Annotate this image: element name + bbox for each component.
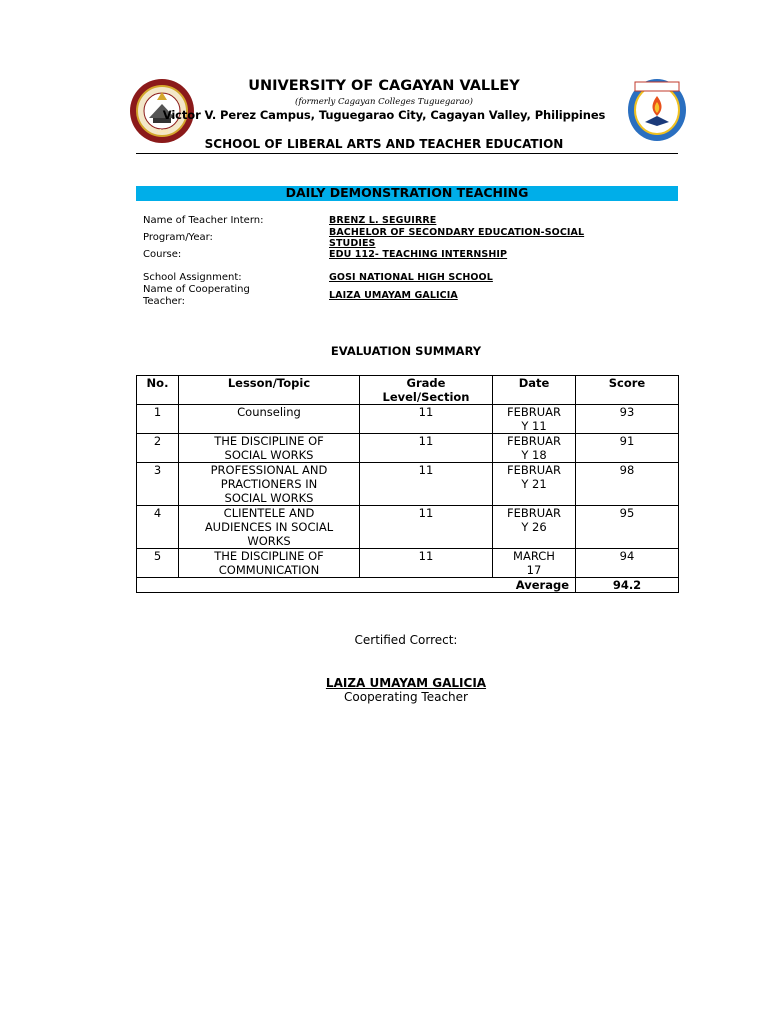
- date-cell-line: Y 26: [521, 520, 547, 534]
- program-label: Program/Year:: [143, 232, 213, 243]
- col-header-score: Score: [576, 376, 679, 405]
- col-header-lesson: Lesson/Topic: [179, 376, 360, 405]
- school-assignment-label: School Assignment:: [143, 272, 242, 283]
- score-cell: 91: [576, 434, 679, 463]
- grade-level-cell: 11: [360, 463, 493, 506]
- lesson-topic-cell-line: PRACTIONERS IN: [220, 477, 318, 491]
- lesson-topic-cell: [179, 506, 360, 549]
- score-cell: 94: [576, 549, 679, 578]
- lesson-topic-cell-line: THE DISCIPLINE OF: [214, 434, 324, 448]
- date-cell: [493, 434, 576, 463]
- col-header-grade-line2: Level/Section: [382, 390, 470, 404]
- row-no-cell: 1: [137, 405, 179, 434]
- university-former-name: (formerly Cagayan Colleges Tuguegarao): [295, 97, 473, 107]
- table-row: [137, 549, 679, 578]
- table-row: [137, 506, 679, 549]
- lesson-topic-cell-line: SOCIAL WORKS: [224, 448, 314, 462]
- evaluation-summary-title: EVALUATION SUMMARY: [330, 344, 482, 358]
- row-no-cell: 4: [137, 506, 179, 549]
- row-no-cell: 5: [137, 549, 179, 578]
- course-label: Course:: [143, 249, 182, 260]
- cooperating-teacher-label-line1: Name of Cooperating: [143, 284, 250, 295]
- score-cell: 95: [576, 506, 679, 549]
- document-title: DAILY DEMONSTRATION TEACHING: [285, 185, 529, 200]
- header-divider: [136, 153, 678, 154]
- lesson-topic-cell: [179, 405, 360, 434]
- lesson-topic-cell-line: AUDIENCES IN SOCIAL: [204, 520, 334, 534]
- university-address: Victor V. Perez Campus, Tuguegarao City, Cagayan Valley, Philippines: [162, 108, 606, 122]
- svg-text:1948: 1948: [155, 129, 169, 135]
- date-cell: [493, 549, 576, 578]
- date-cell: [493, 506, 576, 549]
- school-assignment-value: GOSI NATIONAL HIGH SCHOOL: [329, 272, 493, 283]
- course-value: EDU 112- TEACHING INTERNSHIP: [329, 249, 508, 260]
- date-cell: [493, 405, 576, 434]
- table-row: [137, 405, 679, 434]
- row-no-cell: 2: [137, 434, 179, 463]
- lesson-topic-cell-line: CLIENTELE AND: [223, 506, 315, 520]
- date-cell-line: FEBRUAR: [506, 434, 562, 448]
- signer-role: Cooperating Teacher: [344, 690, 468, 704]
- average-row: [137, 578, 679, 593]
- col-header-no: No.: [137, 376, 179, 405]
- grade-level-cell: 11: [360, 434, 493, 463]
- date-cell-line: FEBRUAR: [506, 506, 562, 520]
- signer-name: LAIZA UMAYAM GALICIA: [325, 676, 487, 690]
- average-value: 94.2: [576, 578, 679, 593]
- lesson-topic-cell-line: SOCIAL WORKS: [224, 491, 314, 505]
- date-cell-line: 17: [526, 563, 542, 577]
- table-row: [137, 463, 679, 506]
- grade-level-cell: 11: [360, 405, 493, 434]
- lesson-topic-cell-line: WORKS: [247, 534, 291, 548]
- lesson-topic-cell-line: COMMUNICATION: [218, 563, 320, 577]
- lesson-topic-cell: [179, 434, 360, 463]
- average-label: Average: [137, 578, 576, 593]
- program-value-line2: STUDIES: [329, 238, 376, 249]
- lesson-topic-cell: [179, 549, 360, 578]
- date-cell: [493, 463, 576, 506]
- date-cell-line: Y 21: [521, 477, 547, 491]
- table-row: [137, 434, 679, 463]
- score-cell: 98: [576, 463, 679, 506]
- lesson-topic-cell-line: THE DISCIPLINE OF: [214, 549, 324, 563]
- table-header-row: [137, 376, 679, 405]
- date-cell-line: MARCH: [513, 549, 555, 563]
- col-header-grade: [360, 376, 493, 405]
- date-cell-line: Y 11: [521, 419, 547, 433]
- lesson-topic-cell-line: Counseling: [237, 405, 301, 419]
- certified-label: Certified Correct:: [354, 633, 458, 647]
- date-cell-line: FEBRUAR: [506, 405, 562, 419]
- grade-level-cell: 11: [360, 549, 493, 578]
- intern-value: BRENZ L. SEGUIRRE: [329, 215, 437, 226]
- row-no-cell: 3: [137, 463, 179, 506]
- score-cell: 93: [576, 405, 679, 434]
- date-cell-line: Y 18: [521, 448, 547, 462]
- cooperating-teacher-label-line2: Teacher:: [143, 296, 185, 307]
- lesson-topic-cell: [179, 463, 360, 506]
- cooperating-teacher-value: LAIZA UMAYAM GALICIA: [329, 290, 458, 301]
- university-name: UNIVERSITY OF CAGAYAN VALLEY: [248, 78, 520, 94]
- school-name: SCHOOL OF LIBERAL ARTS AND TEACHER EDUCATION: [204, 137, 564, 151]
- lesson-topic-cell-line: PROFESSIONAL AND: [210, 463, 328, 477]
- col-header-grade-line1: Grade: [406, 376, 446, 390]
- program-value-line1: BACHELOR OF SECONDARY EDUCATION-SOCIAL: [329, 227, 585, 238]
- date-cell-line: FEBRUAR: [506, 463, 562, 477]
- table-body: [137, 405, 679, 578]
- evaluation-table: [136, 375, 679, 593]
- intern-label: Name of Teacher Intern:: [143, 215, 264, 226]
- grade-level-cell: 11: [360, 506, 493, 549]
- col-header-date: Date: [493, 376, 576, 405]
